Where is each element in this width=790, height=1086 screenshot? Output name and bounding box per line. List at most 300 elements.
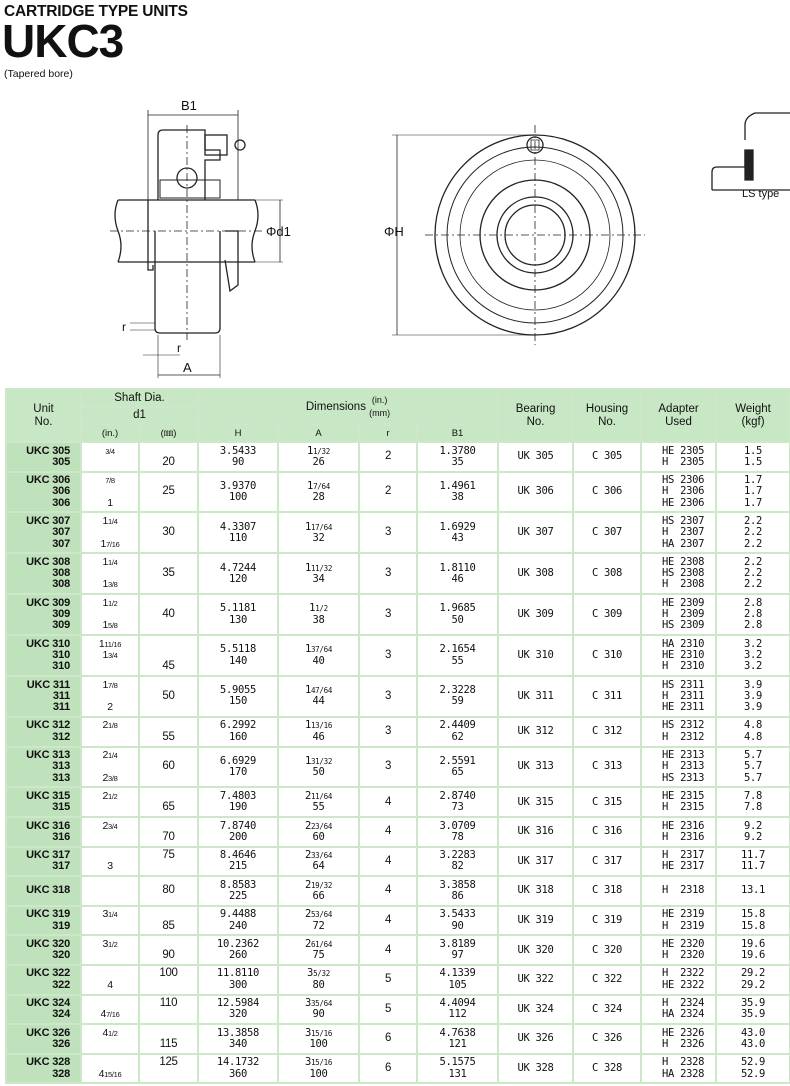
cell-line: 310 [52, 648, 70, 661]
cell-line: 13.3858 [216, 1026, 260, 1039]
cell-line: 30 [162, 526, 175, 539]
cell-line: 50 [162, 689, 175, 702]
cell-line: UKC 324 [26, 997, 70, 1010]
cell-mm [139, 676, 198, 717]
cell-line: 3 [384, 648, 392, 661]
cell-h [198, 935, 278, 965]
cell-line: 131/32 [304, 754, 333, 767]
cell-in [81, 553, 139, 594]
cell-line: 2.2 [743, 514, 763, 527]
cell-line: 1.7 [743, 485, 763, 498]
cell-in [81, 635, 139, 676]
cell-line: 7.4803 [219, 789, 257, 802]
cell-housing [573, 876, 641, 906]
cell-in [81, 935, 139, 965]
cell-line: 1 [107, 496, 113, 509]
cell-line: UK 310 [517, 648, 554, 661]
cell-line: 1.4961 [439, 479, 476, 492]
table-row [6, 594, 790, 635]
cell-a [278, 442, 359, 472]
cell-line: 1.7 [743, 496, 763, 509]
cell-line: 19.6 [740, 949, 766, 962]
cell-a [278, 635, 359, 676]
cell-line: 34 [312, 572, 325, 585]
cell-line: HA 2307 [662, 537, 705, 550]
cell-line: 312 [52, 730, 70, 743]
cell-line: 326 [52, 1037, 70, 1050]
cell-line: 313 [52, 771, 70, 784]
cell-line: 131 [448, 1067, 467, 1080]
cell-weight [716, 1054, 790, 1084]
cell-adapter [641, 876, 716, 906]
cell-r [359, 512, 417, 553]
cell-adapter [641, 847, 716, 877]
cell-line: 11/2 [309, 602, 328, 615]
cell-line: H 2309 [662, 608, 705, 621]
cell-line: H 2307 [662, 526, 705, 539]
side-view-drawing [110, 110, 283, 378]
cell-line: 23/8 [102, 771, 118, 784]
cell-r [359, 876, 417, 906]
cell-line: 309 [52, 619, 70, 632]
cell-bearing [498, 876, 573, 906]
cell-h [198, 594, 278, 635]
cell-line: 7.8 [743, 801, 763, 814]
cell-h [198, 717, 278, 747]
cell-line: 11/32 [307, 444, 330, 457]
cell-line: 12.5984 [216, 997, 260, 1010]
cell-h [198, 876, 278, 906]
cell-line: 85 [162, 919, 175, 932]
cell-housing [573, 676, 641, 717]
cell-line: 190 [228, 801, 248, 814]
cell-line: H 2310 [662, 660, 705, 673]
cell-line: 307 [52, 526, 70, 539]
cell-line: 55 [312, 801, 325, 814]
cell-line: UKC 313 [26, 749, 70, 762]
cell-line: 86 [451, 890, 464, 902]
cell-h [198, 442, 278, 472]
cell-line [85, 1039, 135, 1050]
cell-r [359, 817, 417, 847]
cell-b1 [417, 442, 498, 472]
cell-weight [716, 1024, 790, 1054]
cell-a [278, 717, 359, 747]
cell-line: 5 [384, 973, 392, 986]
cell-line: 3 [384, 526, 392, 539]
cell-line: UK 306 [517, 485, 554, 498]
cell-line: 4.7244 [219, 561, 257, 574]
cell-line [85, 486, 135, 497]
cell-line: 150 [228, 695, 248, 708]
cell-line: UKC 311 [26, 678, 70, 691]
cell-line [85, 832, 135, 843]
cell-line: 47/16 [100, 1008, 120, 1021]
cell-line: 7.8740 [219, 819, 257, 832]
cell-a [278, 847, 359, 877]
cell-line: 40 [162, 608, 175, 621]
cell-weight [716, 553, 790, 594]
table-row [6, 1024, 790, 1054]
cell-line: 215 [228, 860, 248, 873]
cell-line: 307 [52, 537, 70, 550]
cell-line: 9.4488 [219, 908, 257, 921]
cell-line: 75 [162, 849, 175, 862]
cell-line: 2 [384, 485, 392, 498]
cell-line: 80 [312, 978, 325, 991]
cell-bearing [498, 594, 573, 635]
cell-line: 322 [52, 978, 70, 991]
cell-line: C 312 [591, 725, 623, 738]
cell-bearing [498, 787, 573, 817]
cell-b1 [417, 1024, 498, 1054]
cell-b1 [417, 594, 498, 635]
cell-adapter [641, 472, 716, 513]
cell-line: 35 [162, 567, 175, 580]
cell-line: UKC 322 [26, 967, 70, 980]
cell-line: HS 2312 [662, 719, 705, 732]
cell-line: 17/16 [100, 537, 120, 550]
cell-bearing [498, 635, 573, 676]
cell-line: H 2319 [662, 919, 705, 932]
cell-line: 111/16 [98, 637, 122, 650]
cell-h [198, 553, 278, 594]
cell-line: 3.9 [743, 701, 763, 714]
cell-unit [6, 995, 81, 1025]
table-row [6, 676, 790, 717]
cell-line: 13/4 [102, 648, 118, 661]
cell-line: C 310 [591, 648, 623, 661]
cell-line: 23/4 [102, 819, 118, 832]
cell-line: 6 [384, 1032, 392, 1045]
cell-line: UK 312 [517, 725, 554, 738]
cell-line: C 320 [591, 943, 623, 956]
cell-line: 50 [312, 765, 325, 778]
cell-a [278, 906, 359, 936]
cell-unit [6, 817, 81, 847]
cell-line [85, 609, 135, 620]
cell-line: HE 2313 [662, 749, 705, 762]
cell-a [278, 676, 359, 717]
cell-line: 38 [451, 491, 464, 504]
cell-line: 5.1181 [219, 602, 257, 615]
cell-in [81, 442, 139, 472]
cell-a [278, 472, 359, 513]
cell-adapter [641, 935, 716, 965]
cell-line [143, 773, 194, 784]
cell-line: HS 2311 [662, 678, 705, 691]
cell-a [278, 594, 359, 635]
header-weight: Weight (kgf) [716, 389, 790, 442]
cell-line: 117/64 [304, 520, 333, 533]
cell-line: 316 [52, 830, 70, 843]
cell-line: 5.7 [743, 771, 763, 784]
cell-line: 2.3228 [439, 684, 476, 697]
cell-in [81, 965, 139, 995]
cell-weight [716, 876, 790, 906]
cell-line: 315/16 [304, 1056, 333, 1069]
cell-line: 35.9 [740, 997, 766, 1010]
cell-b1 [417, 472, 498, 513]
cell-line: HS 2308 [662, 567, 705, 580]
cell-line: 40 [312, 654, 325, 667]
cell-h [198, 965, 278, 995]
cell-line: 11/2 [102, 596, 118, 609]
cell-b1 [417, 817, 498, 847]
cell-line: 4.3307 [219, 520, 257, 533]
cell-line: 60 [162, 760, 175, 773]
cell-line: 7/8 [105, 476, 115, 486]
cell-line [85, 527, 135, 538]
table-row [6, 472, 790, 513]
table-row [6, 1054, 790, 1084]
cell-line: 3/4 [105, 446, 115, 456]
cell-adapter [641, 1054, 716, 1084]
cell-line: 6.2992 [219, 719, 257, 732]
cell-mm [139, 847, 198, 877]
cell-line [85, 761, 135, 772]
cell-line: 46 [312, 730, 325, 743]
cell-line: 111/32 [304, 561, 333, 574]
cell-line: HE 2317 [662, 860, 705, 873]
cell-line: 4.7638 [439, 1026, 476, 1039]
cell-bearing [498, 512, 573, 553]
cell-a [278, 965, 359, 995]
cell-r [359, 442, 417, 472]
cell-h [198, 512, 278, 553]
cell-line: 3 [384, 725, 392, 738]
cell-b1 [417, 1054, 498, 1084]
cell-line: UKC 319 [26, 908, 70, 921]
table-row [6, 635, 790, 676]
cell-line: 5.1575 [439, 1056, 476, 1069]
header-dimensions: Dimensions (in.) (mm) [198, 389, 498, 424]
cell-line: UKC 306 [26, 474, 70, 487]
cell-line: 35 [451, 455, 464, 468]
cell-h [198, 847, 278, 877]
cell-line: 13.1 [740, 884, 766, 897]
cell-line: C 326 [591, 1032, 623, 1045]
cell-line: 223/64 [304, 819, 333, 832]
cell-line: 1.9685 [439, 602, 476, 615]
cell-unit [6, 442, 81, 472]
ls-type-drawing [712, 113, 790, 190]
cell-line: UKC 316 [26, 819, 70, 832]
cell-line: 160 [228, 730, 248, 743]
header-unit-no: Unit No. [6, 389, 81, 442]
cell-line: HE 2319 [662, 908, 705, 921]
cell-line: 55 [451, 654, 464, 667]
cell-line: H 2308 [662, 578, 705, 591]
cell-unit [6, 787, 81, 817]
cell-in [81, 676, 139, 717]
cell-line [85, 457, 135, 468]
dim-label-r-horizontal: r [177, 341, 181, 355]
cell-line: 3 [384, 689, 392, 702]
cell-housing [573, 817, 641, 847]
cell-line: UK 307 [517, 526, 554, 539]
header-r: r [359, 424, 417, 442]
cell-line: C 319 [591, 913, 623, 926]
cell-line [85, 802, 135, 813]
table-row [6, 553, 790, 594]
category-title: CARTRIDGE TYPE UNITS [4, 3, 188, 20]
cell-line: 25 [162, 485, 175, 498]
table-row [6, 442, 790, 472]
cell-a [278, 1054, 359, 1084]
cell-line: 6 [384, 1061, 392, 1074]
cell-line: UKC 315 [26, 789, 70, 802]
cell-line: 2.2 [743, 578, 763, 591]
cell-line: UKC 308 [26, 555, 70, 568]
cell-in [81, 594, 139, 635]
subtitle: (Tapered bore) [4, 68, 73, 80]
dim-label-d1: Φd1 [266, 224, 291, 239]
cell-weight [716, 935, 790, 965]
dim-label-b1: B1 [181, 98, 197, 113]
cell-line: 11.7 [740, 860, 766, 873]
cell-weight [716, 906, 790, 936]
cell-line: 4 [384, 913, 392, 926]
cell-line: HA 2310 [662, 637, 705, 650]
cell-line: UKC 328 [26, 1056, 70, 1069]
cell-line: 340 [228, 1037, 248, 1050]
cell-h [198, 747, 278, 788]
cell-r [359, 553, 417, 594]
table-row [6, 876, 790, 906]
cell-line: 15.8 [740, 919, 766, 932]
cell-line: 308 [52, 567, 70, 580]
cell-line: UKC 320 [26, 937, 70, 950]
cell-line [85, 998, 135, 1009]
header-shaft-dia: Shaft Dia. [81, 389, 198, 407]
cell-line [143, 909, 194, 920]
cell-line: HE 2306 [662, 496, 705, 509]
cell-line: UK 322 [517, 973, 554, 986]
cell-line: 120 [228, 572, 248, 585]
cell-line: 9.2 [743, 819, 763, 832]
cell-line: 90 [451, 919, 464, 932]
cell-line: 113/16 [304, 719, 333, 732]
cell-mm [139, 906, 198, 936]
cell-r [359, 965, 417, 995]
cell-weight [716, 594, 790, 635]
cell-line: 3.5433 [439, 908, 476, 921]
cell-line: 8.4646 [219, 849, 257, 862]
cell-line: 1.5 [743, 455, 763, 468]
cell-adapter [641, 747, 716, 788]
cell-line: 11/4 [102, 514, 118, 527]
cell-line: 315/16 [304, 1026, 333, 1039]
cell-line: 3 [107, 860, 113, 873]
cell-line: 78 [451, 830, 464, 843]
cell-line: 5 [384, 1002, 392, 1015]
dim-label-h: ΦH [384, 224, 404, 239]
cell-line: UKC 326 [26, 1026, 70, 1039]
cell-in [81, 847, 139, 877]
table-row [6, 512, 790, 553]
cell-line: 44 [312, 695, 325, 708]
cell-line: UK 324 [517, 1002, 554, 1015]
cell-line: 253/64 [304, 908, 333, 921]
cell-line: 32 [312, 531, 325, 544]
cell-adapter [641, 906, 716, 936]
cell-weight [716, 472, 790, 513]
cell-line: 15/8 [102, 619, 118, 632]
cell-housing [573, 847, 641, 877]
cell-line: HS 2309 [662, 619, 705, 632]
cell-mm [139, 817, 198, 847]
cell-line: 21/4 [102, 749, 118, 762]
cell-line: H 2328 [662, 1056, 705, 1069]
table-row [6, 906, 790, 936]
cell-unit [6, 676, 81, 717]
cell-r [359, 676, 417, 717]
cell-line: HE 2311 [662, 701, 705, 714]
cell-line: UKC 309 [26, 596, 70, 609]
cell-line: 112 [448, 1008, 467, 1021]
cell-line: 3.0709 [439, 819, 476, 832]
cell-line: 105 [448, 978, 467, 991]
cell-line: 311 [52, 701, 70, 714]
cell-line: 2.1654 [439, 643, 476, 656]
header-bearing-no: Bearing No. [498, 389, 573, 442]
cell-line: 261/64 [304, 937, 333, 950]
cell-line: 219/32 [304, 878, 333, 891]
cell-in [81, 995, 139, 1025]
cell-line: 60 [312, 830, 325, 843]
cell-r [359, 1054, 417, 1084]
dim-label-r-vertical: r [122, 320, 126, 334]
cell-line: 82 [451, 860, 464, 873]
cell-line: UKC 310 [26, 637, 70, 650]
technical-drawing [0, 0, 790, 385]
cell-line: 7.8 [743, 789, 763, 802]
cell-unit [6, 965, 81, 995]
cell-a [278, 1024, 359, 1054]
cell-line: 260 [228, 949, 248, 962]
cell-line: 3.2283 [439, 849, 476, 862]
cell-r [359, 935, 417, 965]
header-housing-no: Housing No. [573, 389, 641, 442]
cell-line: 15.8 [740, 908, 766, 921]
cell-line: 2 [384, 450, 392, 463]
cell-line: UKC 317 [26, 849, 70, 862]
cell-line: 170 [228, 765, 248, 778]
front-view-drawing [392, 125, 645, 345]
cell-housing [573, 472, 641, 513]
cell-unit [6, 906, 81, 936]
cell-line: 328 [52, 1067, 70, 1080]
table-row [6, 747, 790, 788]
cell-h [198, 635, 278, 676]
cell-line: UK 305 [517, 450, 554, 463]
cell-line: 3.5433 [219, 444, 257, 457]
cell-line: H 2318 [662, 884, 705, 897]
table-row [6, 847, 790, 877]
cell-line: HS 2306 [662, 474, 705, 487]
cell-line: HE 2315 [662, 789, 705, 802]
cell-in [81, 876, 139, 906]
cell-line [85, 950, 135, 961]
cell-line: UK 316 [517, 825, 554, 838]
cell-adapter [641, 1024, 716, 1054]
cell-line: HE 2326 [662, 1026, 705, 1039]
cell-h [198, 787, 278, 817]
cell-bearing [498, 442, 573, 472]
cell-line: 310 [52, 660, 70, 673]
cell-line: 4.1339 [439, 967, 476, 980]
